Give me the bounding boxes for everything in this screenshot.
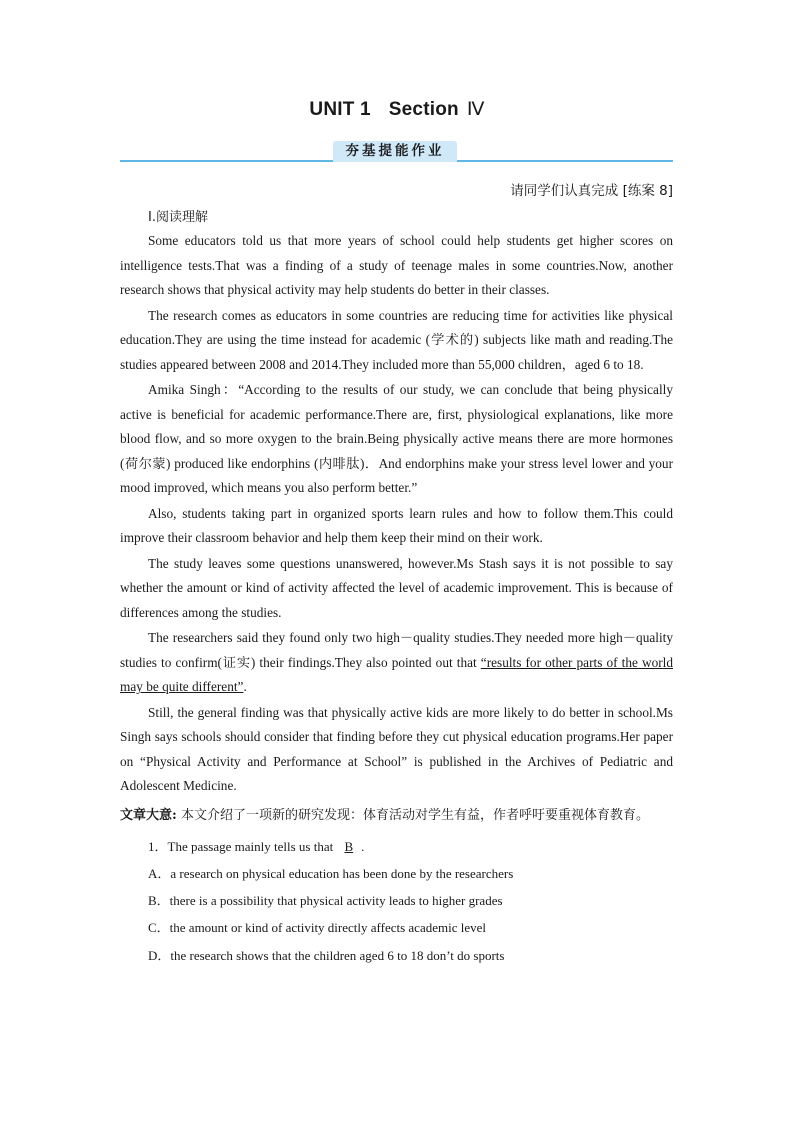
option-b: B．there is a possibility that physical activity leads to higher grades	[148, 893, 503, 909]
option-a: A．a research on physical education has been done by the researchers	[148, 865, 514, 881]
answer-blank: B	[344, 838, 354, 854]
paragraph-2: The research comes as educators in some countries are reducing time for activities like physical education.They are using the time instead for academic (学术的) subjects like math and reading.The studies appeared between 2008 and 2014.They included more than 55,000 children，aged 6 to 18.	[120, 307, 673, 372]
paragraph-1: Some educators told us that more years of school could help students get higher scores on intelligence tests.That was a finding of a study of teenage males in some countries.Now, another research shows that physical activity may help students do better in their classes.	[120, 233, 673, 297]
question-stem-end: .	[361, 838, 365, 854]
paragraph-6-end: .	[243, 679, 247, 694]
section-label-text: Section	[388, 99, 459, 120]
question-stem	[120, 833, 673, 860]
question-stem-text: 1．The passage mainly tells us that	[148, 838, 337, 854]
question-1	[120, 833, 673, 969]
paragraph-6-text: The researchers said they found only two high－quality studies.They needed more high－quality studies to confirm(证实) their findings.They also pointed out that	[120, 630, 673, 670]
paragraph-4: Also, students taking part in organized sports learn rules and how to follow them.This could improve their classroom behavior and help them keep their mind on their work.	[120, 505, 673, 545]
exercise-note: 请同学们认真完成 [练案 8]	[510, 183, 673, 199]
paragraph-7: Still, the general finding was that physically active kids are more likely to do better in school.Ms Singh says schools should consider that finding before they cut physical education programs.Her paper on “Physical Activity and Performance at School” is published in the Archives of Pediatric and Adolescent Medicine.	[120, 704, 673, 793]
paragraph-6	[120, 626, 673, 700]
paragraph-5: The study leaves some questions unanswered, however.Ms Stash says it is not possible to say whether the amount or kind of activity affected the level of academic improvement. This is because of differences among the studies.	[120, 555, 673, 620]
homework-band: 夯基提能作业	[333, 141, 457, 162]
summary-label: 文章大意:	[120, 807, 177, 823]
article-summary	[120, 803, 673, 829]
part-label: Ⅰ.阅读理解	[148, 210, 208, 225]
option-c: C．the amount or kind of activity directly affects academic level	[148, 920, 486, 936]
underlined-quote: “results for other parts of the world may be quite different”	[120, 654, 673, 694]
reading-passage	[120, 229, 673, 969]
summary-text: 本文介绍了一项新的研究发现：体育活动对学生有益，作者呼吁要重视体育教育。	[176, 807, 649, 823]
page-title	[0, 98, 794, 121]
option-d: D．the research shows that the children aged 6 to 18 don’t do sports	[148, 947, 505, 963]
paragraph-3: Amika Singh：“According to the results of our study, we can conclude that being physically active is beneficial for academic performance.There are, first, physiological explanations, like more blood flow, and so more oxygen to the brain.Being physically active means there are more hormones (荷尔蒙) produced like endorphins (内啡肽)．And endorphins make your stress level lower and your mood improved, which means you also perform better.”	[120, 382, 673, 495]
section-number: Ⅳ	[466, 99, 485, 120]
unit-label: UNIT 1	[309, 99, 371, 120]
